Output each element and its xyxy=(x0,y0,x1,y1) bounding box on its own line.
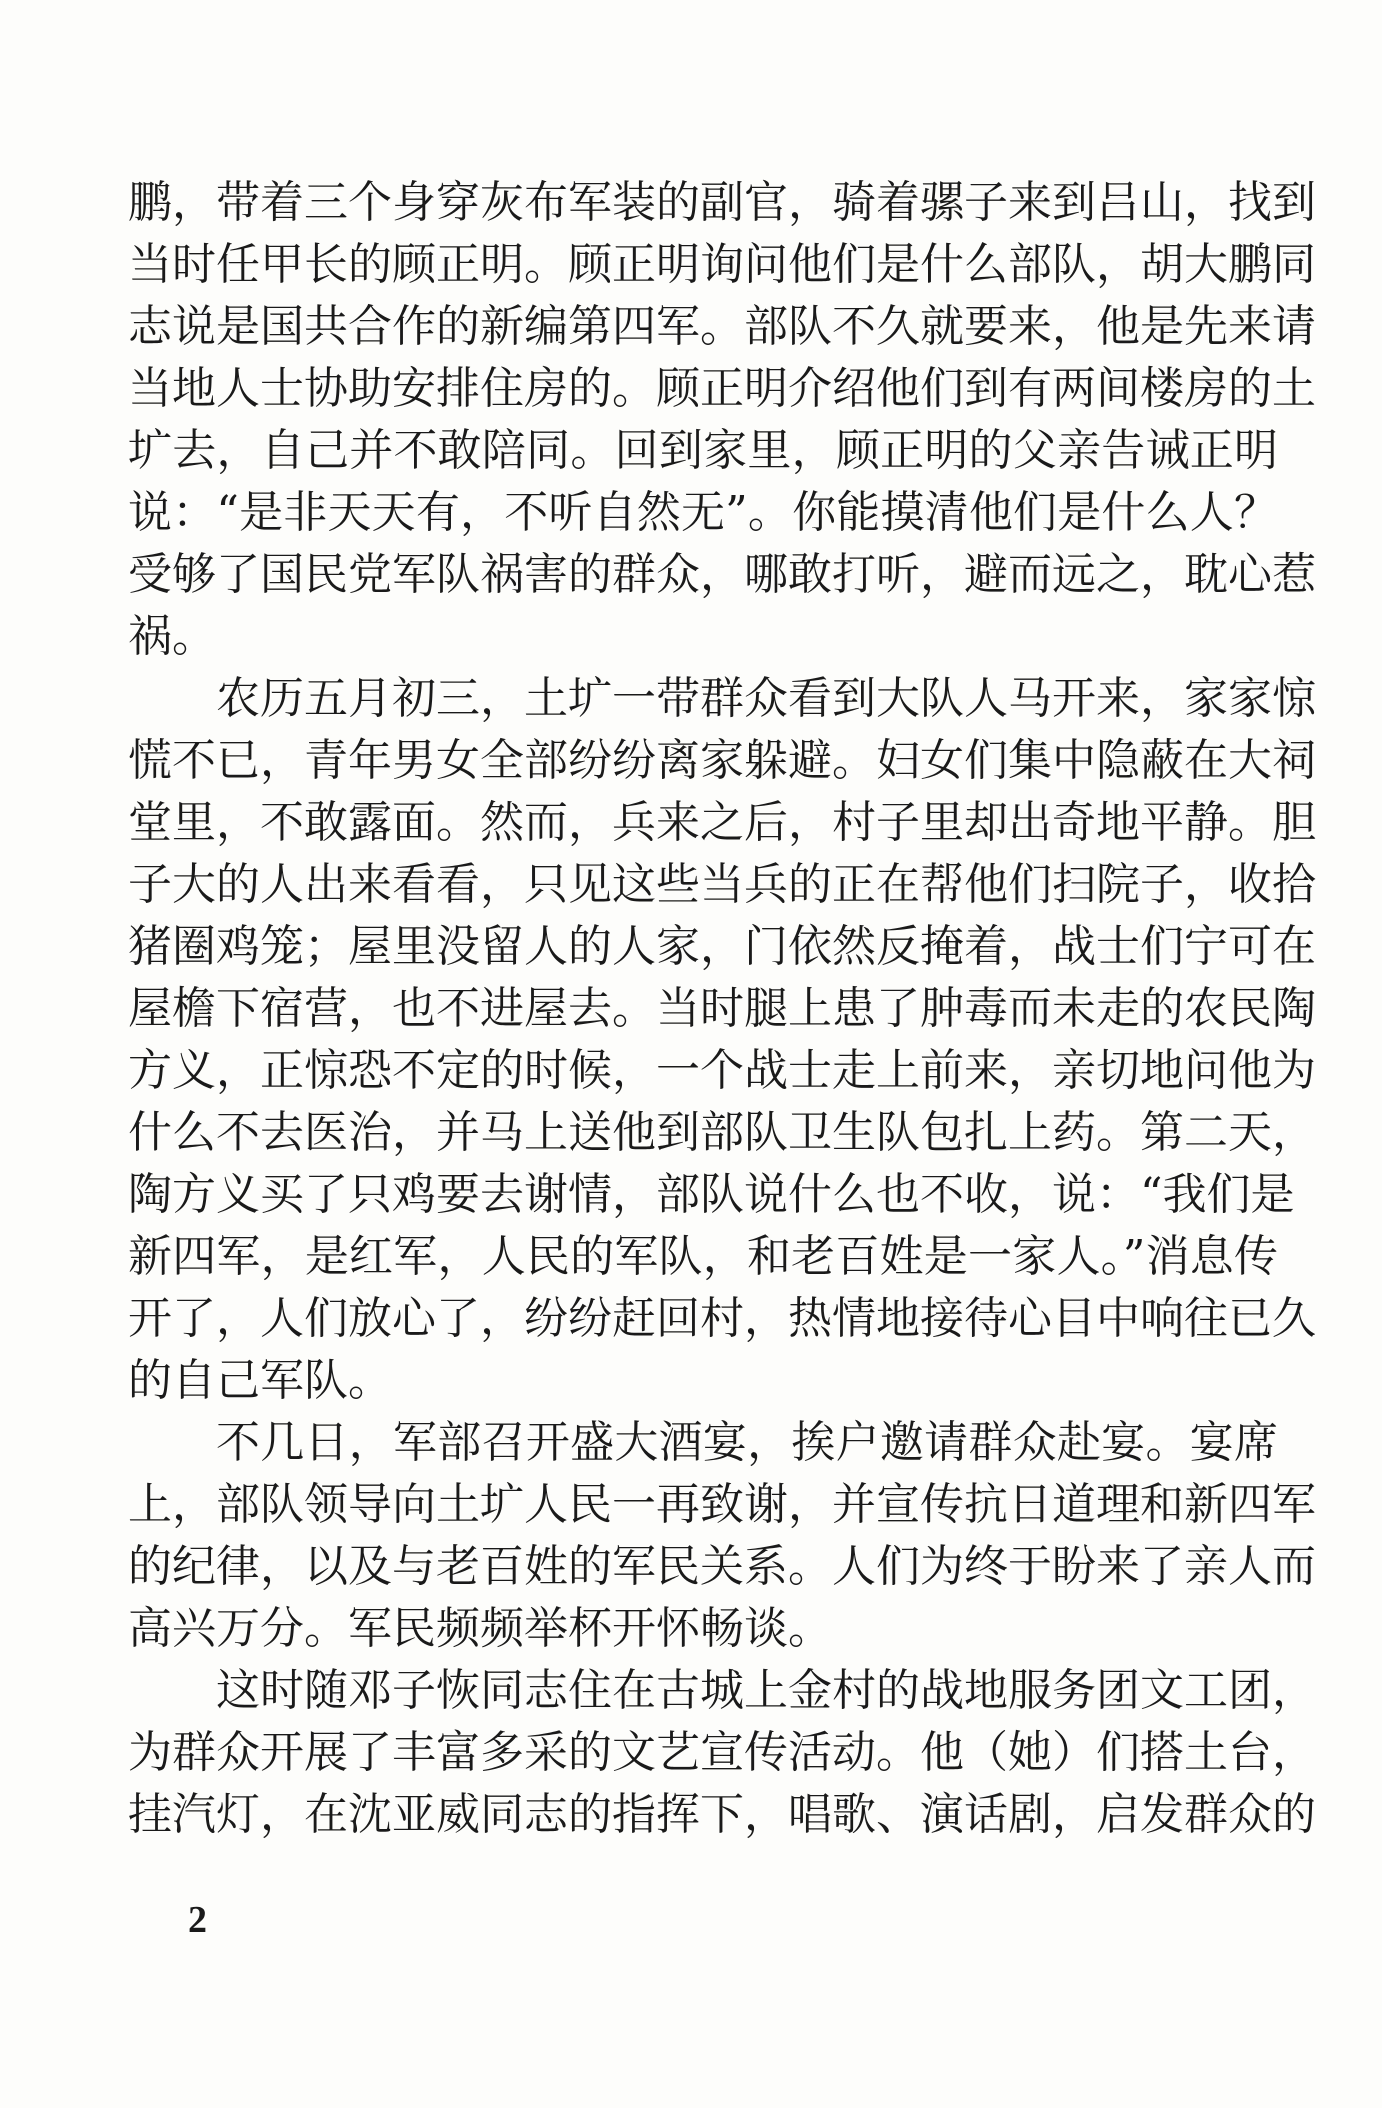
paragraph xyxy=(128,172,1316,668)
text-line: 什么不去医治，并马上送他到部队卫生队包扎上药。第二天， xyxy=(128,1107,1316,1158)
text-line: 受够了国民党军队祸害的群众，哪敢打听，避而远之，耽心惹 xyxy=(128,549,1316,600)
text-line: 的纪律，以及与老百姓的军民关系。人们为终于盼来了亲人而 xyxy=(128,1541,1316,1592)
text-line: 祸。 xyxy=(128,611,216,662)
text-line: 当地人士协助安排住房的。顾正明介绍他们到有两间楼房的土 xyxy=(128,363,1316,414)
text-line: 慌不已，青年男女全部纷纷离家躲避。妇女们集中隐蔽在大祠 xyxy=(128,735,1316,786)
text-line: 方义，正惊恐不定的时候，一个战士走上前来，亲切地问他为 xyxy=(128,1045,1316,1096)
text-line: 志说是国共合作的新编第四军。部队不久就要来，他是先来请 xyxy=(128,301,1316,352)
text-line: 挂汽灯，在沈亚威同志的指挥下，唱歌、演话剧，启发群众的 xyxy=(128,1789,1316,1840)
body-text xyxy=(128,172,1316,1846)
text-line: 为群众开展了丰富多采的文艺宣传活动。他（她）们搭土台， xyxy=(128,1727,1316,1778)
text-line: 的自己军队。 xyxy=(128,1355,392,1406)
text-line: 开了，人们放心了，纷纷赶回村，热情地接待心目中响往已久 xyxy=(128,1293,1316,1344)
text-line: 农历五月初三，土圹一带群众看到大队人马开来，家家惊 xyxy=(216,673,1316,724)
text-line: 圹去，自己并不敢陪同。回到家里，顾正明的父亲告诫正明 xyxy=(128,425,1278,476)
paragraph xyxy=(128,1660,1316,1846)
text-line: 屋檐下宿营，也不进屋去。当时腿上患了肿毒而未走的农民陶 xyxy=(128,983,1316,1034)
text-line: 这时随邓子恢同志住在古城上金村的战地服务团文工团， xyxy=(216,1665,1316,1716)
text-line: 堂里，不敢露面。然而，兵来之后，村子里却出奇地平静。胆 xyxy=(128,797,1316,848)
text-line: 鹏，带着三个身穿灰布军装的副官，骑着骡子来到吕山，找到 xyxy=(128,177,1316,228)
paragraph xyxy=(128,1412,1316,1660)
text-line: 陶方义买了只鸡要去谢情，部队说什么也不收，说：“我们是 xyxy=(128,1169,1295,1220)
text-line: 新四军，是红军，人民的军队，和老百姓是一家人。”消息传 xyxy=(128,1231,1278,1282)
text-line: 说：“是非天天有，不听自然无”。你能摸清他们是什么人？ xyxy=(128,487,1278,538)
text-line: 上，部队领导向土圹人民一再致谢，并宣传抗日道理和新四军 xyxy=(128,1479,1316,1530)
paragraph xyxy=(128,668,1316,1412)
text-line: 猪圈鸡笼；屋里没留人的人家，门依然反掩着，战士们宁可在 xyxy=(128,921,1316,972)
page-number: 2 xyxy=(188,1899,207,1941)
text-line: 子大的人出来看看，只见这些当兵的正在帮他们扫院子，收拾 xyxy=(128,859,1316,910)
text-line: 不几日，军部召开盛大酒宴，挨户邀请群众赴宴。宴席 xyxy=(216,1417,1278,1468)
text-line: 高兴万分。军民频频举杯开怀畅谈。 xyxy=(128,1603,832,1654)
text-line: 当时任甲长的顾正明。顾正明询问他们是什么部队，胡大鹏同 xyxy=(128,239,1316,290)
